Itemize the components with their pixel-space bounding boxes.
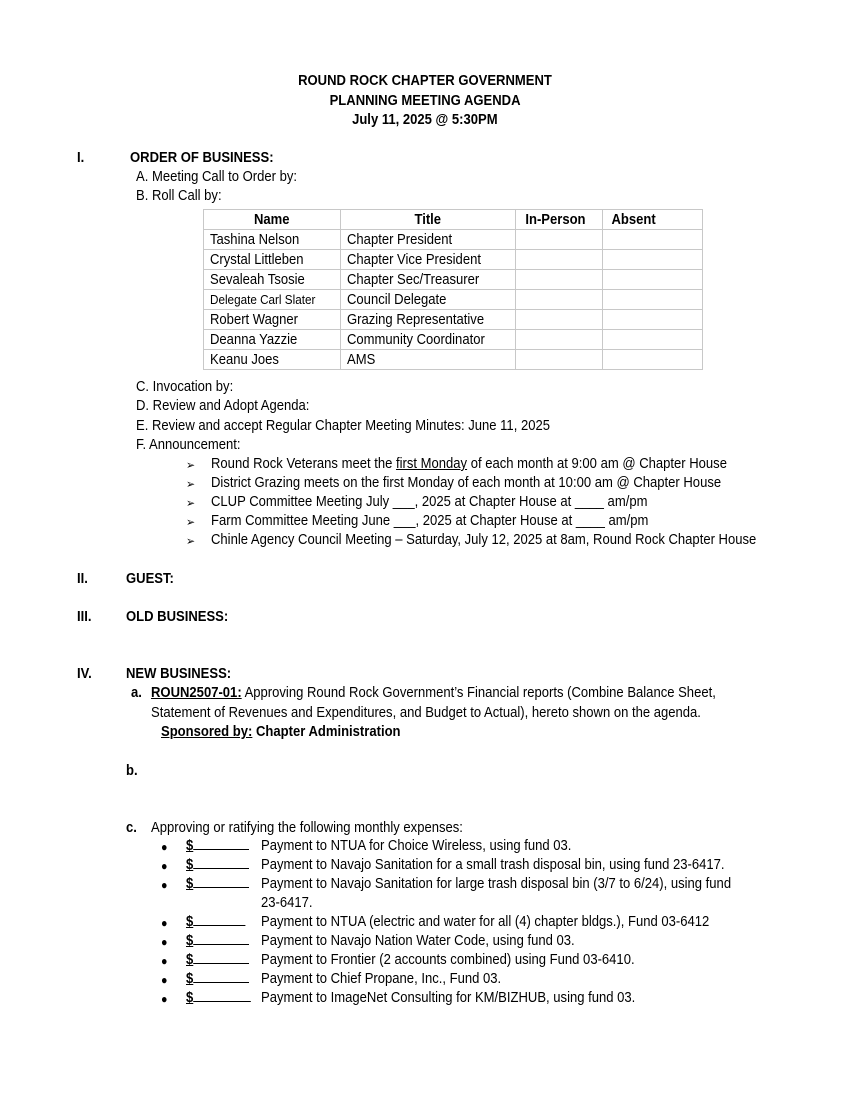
absent-cell [603, 250, 703, 270]
section-2-title: GUEST: [126, 571, 174, 587]
in-person-cell [516, 250, 603, 270]
amount-blank: $ [186, 932, 249, 950]
bullet-icon: ● [161, 935, 168, 949]
item-b-label: b. [126, 763, 138, 779]
table-row [204, 330, 703, 350]
amount-blank: $ [186, 913, 245, 931]
header-line-2: PLANNING MEETING AGENDA [329, 93, 521, 109]
amount-blank: $ [186, 951, 249, 969]
arrow-bullet-icon: ➢ [186, 515, 196, 529]
absent-cell [603, 230, 703, 250]
in-person-cell [516, 290, 603, 310]
section-3-title: OLD BUSINESS: [126, 609, 229, 625]
expense-item: Payment to Frontier (2 accounts combined) using Fund 03-6410. [261, 952, 635, 968]
amount-blank: $ [186, 856, 249, 874]
expense-item: Payment to NTUA (electric and water for all (4) chapter bldgs.), Fund 03-6412 [261, 914, 710, 930]
section-1-title: ORDER OF BUSINESS: [130, 150, 274, 166]
column-header-title: Title [341, 210, 516, 230]
table-header-row [204, 210, 703, 230]
section-2-number: II. [77, 571, 88, 587]
absent-cell [603, 330, 703, 350]
item-c-label: c. [126, 820, 137, 836]
in-person-cell [516, 230, 603, 250]
bullet-icon: ● [161, 840, 168, 854]
section-4-title: NEW BUSINESS: [126, 666, 232, 682]
header-date: July 11, 2025 @ 5:30PM [352, 112, 498, 128]
absent-cell [603, 350, 703, 370]
resolution-text-line-2: Statement of Revenues and Expenditures, and Budget to Actual), hereto shown on the agenda. [151, 705, 701, 721]
member-title: Chapter Sec/Treasurer [341, 270, 516, 290]
announcement-4: Farm Committee Meeting June ___, 2025 at Chapter House at ____ am/pm [211, 513, 649, 529]
bullet-icon: ● [161, 916, 168, 930]
member-title: AMS [341, 350, 516, 370]
member-name: Robert Wagner [204, 310, 341, 330]
expense-item: Payment to Navajo Sanitation for large trash disposal bin (3/7 to 6/24), using fund [261, 876, 732, 892]
in-person-cell [516, 350, 603, 370]
bullet-icon: ● [161, 973, 168, 987]
member-title: Community Coordinator [341, 330, 516, 350]
announcement-2: District Grazing meets on the first Monday of each month at 10:00 am @ Chapter House [211, 475, 722, 491]
column-header-name: Name [204, 210, 341, 230]
absent-cell [603, 310, 703, 330]
arrow-bullet-icon: ➢ [186, 496, 196, 510]
bullet-icon: ● [161, 878, 168, 892]
announcement-3: CLUP Committee Meeting July ___, 2025 at Chapter House at ____ am/pm [211, 494, 648, 510]
bullet-icon: ● [161, 859, 168, 873]
absent-cell [603, 270, 703, 290]
bullet-icon: ● [161, 954, 168, 968]
arrow-bullet-icon: ➢ [186, 534, 196, 548]
section-3-number: III. [77, 609, 92, 625]
expense-item: Payment to Chief Propane, Inc., Fund 03. [261, 971, 502, 987]
expense-item-continued: 23-6417. [261, 895, 313, 911]
member-title: Chapter Vice President [341, 250, 516, 270]
section-4-number: IV. [77, 666, 92, 682]
column-header-in-person: In-Person [516, 210, 603, 230]
member-name: Crystal Littleben [204, 250, 341, 270]
order-item-c: C. Invocation by: [136, 379, 234, 395]
order-item-e: E. Review and accept Regular Chapter Meeting Minutes: June 11, 2025 [136, 418, 550, 434]
expense-item: Payment to ImageNet Consulting for KM/BIZHUB, using fund 03. [261, 990, 636, 1006]
table-row [204, 230, 703, 250]
arrow-bullet-icon: ➢ [186, 458, 196, 472]
expenses-intro: Approving or ratifying the following monthly expenses: [151, 820, 463, 836]
section-1-number: I. [77, 150, 85, 166]
column-header-absent: Absent [603, 210, 703, 230]
amount-blank: $ [186, 970, 249, 988]
item-a-label: a. [131, 685, 142, 701]
member-title: Grazing Representative [341, 310, 516, 330]
order-item-a: A. Meeting Call to Order by: [136, 169, 298, 185]
table-row [204, 350, 703, 370]
order-item-d: D. Review and Adopt Agenda: [136, 398, 310, 414]
resolution-roun2507-01: ROUN2507-01: Approving Round Rock Government’s Financial reports (Combine Balance Sheet, [151, 685, 716, 701]
in-person-cell [516, 310, 603, 330]
member-name: Sevaleah Tsosie [204, 270, 341, 290]
absent-cell [603, 290, 703, 310]
table-row [204, 250, 703, 270]
amount-blank: $ [186, 875, 249, 893]
table-row [204, 310, 703, 330]
announcement-1: Round Rock Veterans meet the first Monday of each month at 9:00 am @ Chapter House [211, 456, 727, 472]
amount-blank: $ [186, 989, 251, 1007]
expense-item: Payment to Navajo Sanitation for a small trash disposal bin, using fund 23-6417. [261, 857, 725, 873]
expense-item: Payment to Navajo Nation Water Code, using fund 03. [261, 933, 575, 949]
member-title: Council Delegate [341, 290, 516, 310]
in-person-cell [516, 330, 603, 350]
table-row [204, 270, 703, 290]
sponsored-by: Sponsored by: Chapter Administration [161, 724, 401, 740]
member-name: Tashina Nelson [204, 230, 341, 250]
order-item-b: B. Roll Call by: [136, 188, 222, 204]
bullet-icon: ● [161, 992, 168, 1006]
member-title: Chapter President [341, 230, 516, 250]
member-name: Deanna Yazzie [204, 330, 341, 350]
expense-item: Payment to NTUA for Choice Wireless, using fund 03. [261, 838, 572, 854]
header-line-1: ROUND ROCK CHAPTER GOVERNMENT [298, 73, 552, 89]
member-name: Delegate Carl Slater [204, 290, 341, 310]
roll-call-table [203, 209, 703, 370]
member-name: Keanu Joes [204, 350, 341, 370]
table-row [204, 290, 703, 310]
announcement-5: Chinle Agency Council Meeting – Saturday, July 12, 2025 at 8am, Round Rock Chapter House [211, 532, 757, 548]
amount-blank: $ [186, 837, 249, 855]
arrow-bullet-icon: ➢ [186, 477, 196, 491]
in-person-cell [516, 270, 603, 290]
order-item-f: F. Announcement: [136, 437, 241, 453]
